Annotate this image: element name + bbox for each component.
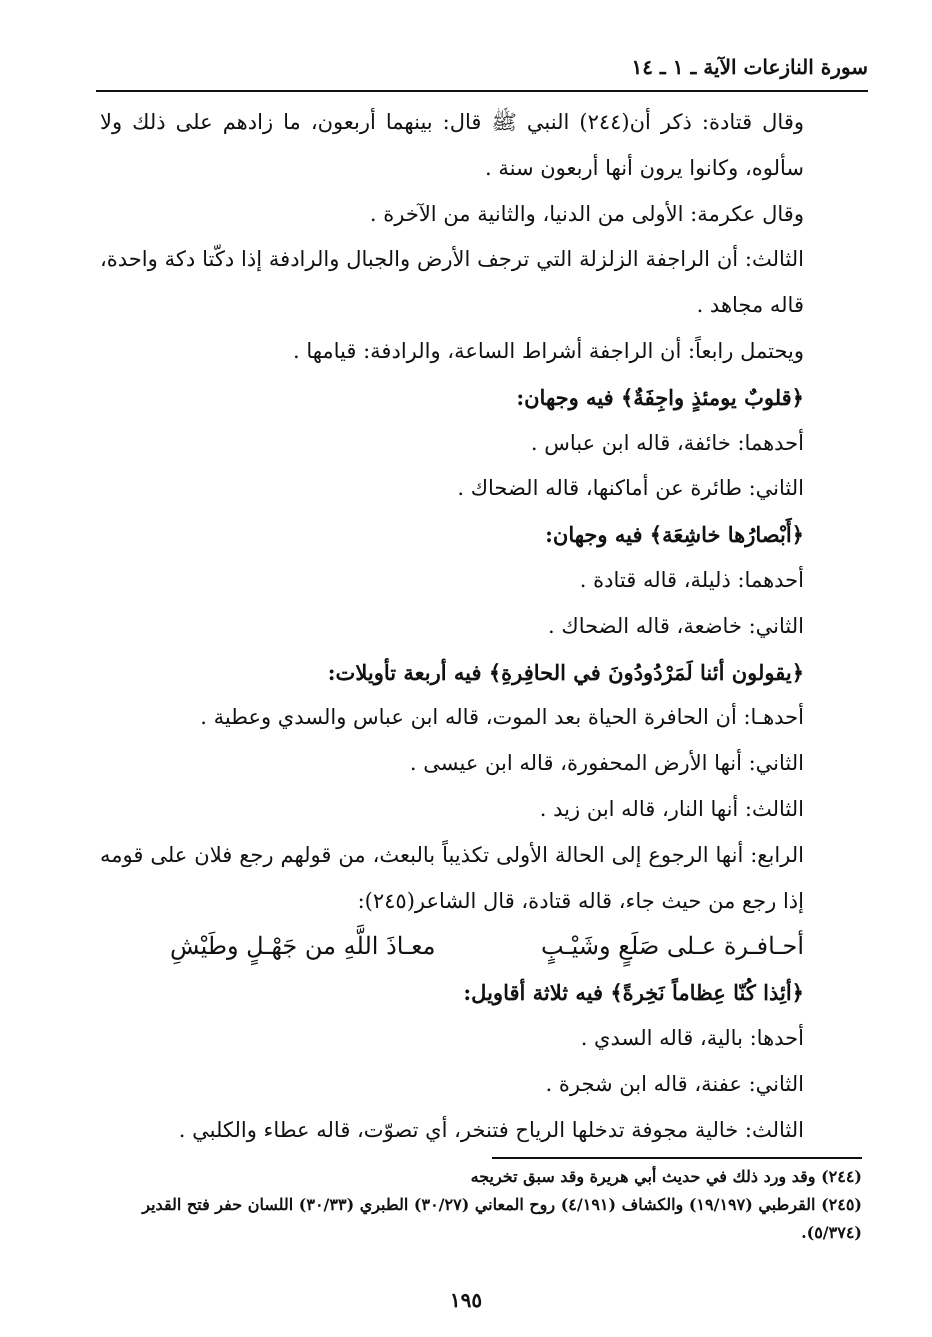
paragraph: الثالث: أنها النار، قاله ابن زيد . [539, 796, 804, 821]
paragraph: وقال قتادة: ذكر أن(٢٤٤) النبي ﷺ قال: بينهما أربعون، ما زادهم على ذلك ولا سألوه، وكانوا يرون أنها أربعون سنة . [100, 110, 805, 180]
paragraph: ويحتمل رابعاً: أن الراجفة أشراط الساعة، والرادفة: قيامها . [292, 338, 804, 363]
paragraph: أحدها: بالية، قاله السدي . [580, 1025, 804, 1050]
paragraph: الثالث: خالية مجوفة تدخلها الرياح فتنخر، أي تصوّت، قاله عطاء والكلبي . [178, 1117, 804, 1142]
paragraph: الثاني: خاضعة، قاله الضحاك . [548, 613, 804, 638]
paragraph: الثاني: عفنة، قاله ابن شجرة . [545, 1071, 804, 1096]
verse-first-hemistich: أحـافـرة عـلى صَلَعٍ وشَيْـبٍ [541, 932, 804, 961]
paragraph: أحدهـا: أن الحافرة الحياة بعد الموت، قاله ابن عباس والسدي وعطية . [200, 705, 804, 730]
verse-second-hemistich: معـاذَ اللَّهِ من جَهْـلٍ وطَيْشِ [170, 932, 436, 961]
footnotes [100, 1163, 862, 1247]
paragraph: أحدهما: خائفة، قاله ابن عباس . [530, 430, 804, 455]
quran-verse-heading: ﴿قلوبٌ يومئذٍ واجِفَةٌ﴾ فيه وجهان: [516, 384, 804, 410]
quran-verse-heading: ﴿أئِذا كُنّا عِظاماً نَخِرةً﴾ فيه ثلاثة أقاويل: [463, 980, 804, 1006]
paragraph: الثاني: طائرة عن أماكنها، قاله الضحاك . [457, 476, 804, 501]
paragraph: أحدهما: ذليلة، قاله قتادة . [579, 567, 804, 592]
main-text [100, 100, 862, 1153]
paragraph: الثاني: أنها الأرض المحفورة، قاله ابن عيسى . [409, 751, 804, 776]
running-header: سورة النازعات الآية ـ ١ ـ ١٤ [631, 55, 868, 79]
footnote-rule [492, 1157, 862, 1159]
paragraph: الرابع: أنها الرجوع إلى الحالة الأولى تكذيباً بالبعث، من قولهم رجع فلان على قومه إذا رجع من حيث جاء، قاله قتادة، قال الشاعر(٢٤٥): [100, 842, 804, 913]
footnote: (٢٤٤) وقد ورد ذلك في حديث أبي هريرة وقد سبق تخريجه [470, 1167, 862, 1186]
poetry-verse [100, 924, 862, 970]
header-rule [96, 90, 868, 92]
quran-verse-heading: ﴿يقولون أئنا لَمَرْدُودُونَ في الحافِرةِ﴾ فيه أربعة تأويلات: [327, 659, 804, 685]
paragraph: وقال عكرمة: الأولى من الدنيا، والثانية من الآخرة . [369, 201, 804, 226]
footnote: (٢٤٥) القرطبي (١٩/١٩٧) والكشاف (٤/١٩١) روح المعاني (٣٠/٢٧) الطبري (٣٠/٣٣) اللسان حفر فتح القدير (٥/٣٧٤). [142, 1195, 862, 1242]
page-number: ١٩٥ [449, 1288, 483, 1312]
paragraph: الثالث: أن الراجفة الزلزلة التي ترجف الأرض والجبال والرادفة إذا دكّتا دكة واحدة، قاله مجاهد . [100, 247, 804, 318]
quran-verse-heading: ﴿أَبْصارُها خاشِعَة﴾ فيه وجهان: [545, 522, 804, 548]
